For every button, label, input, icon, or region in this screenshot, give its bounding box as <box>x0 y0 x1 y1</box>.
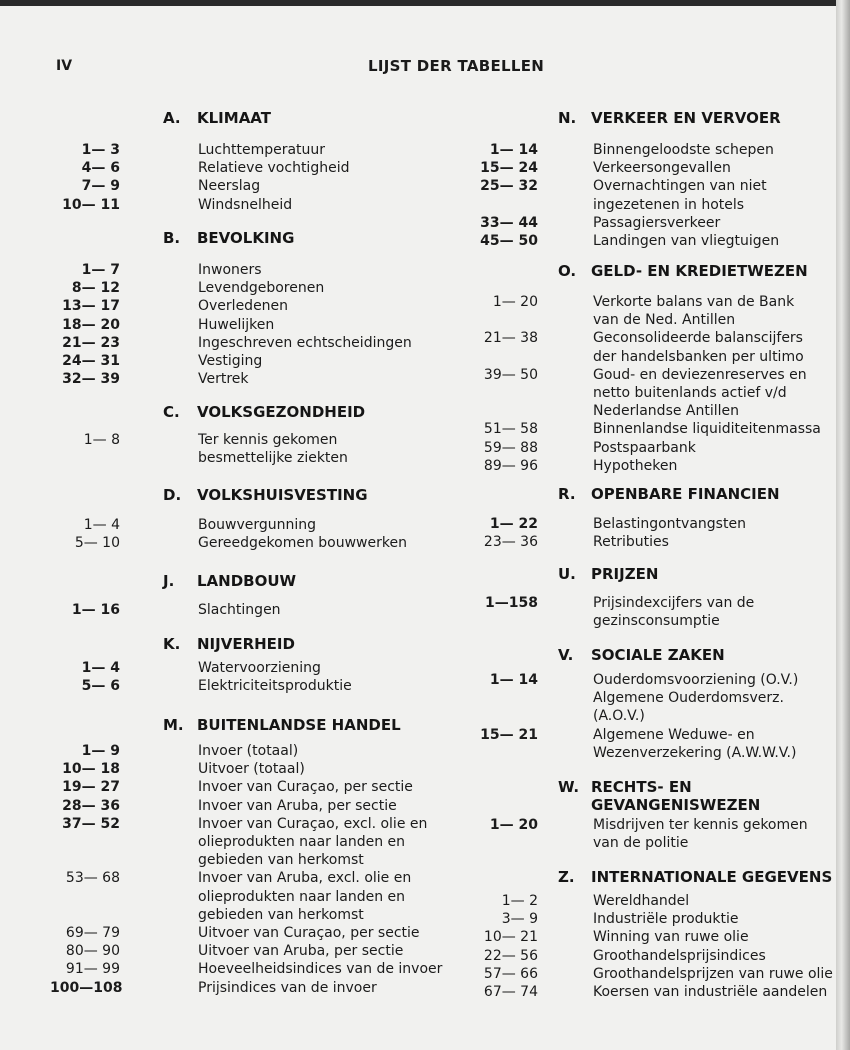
table-title: Bouwvergunning <box>198 517 317 533</box>
table-row <box>470 816 836 852</box>
table-title: Huwelijken <box>198 316 275 333</box>
section-heading <box>50 109 450 131</box>
table-range: 13— 17 <box>62 298 120 315</box>
section-heading <box>50 403 450 425</box>
section-title: LANDBOUW <box>197 572 297 590</box>
table-range: 7— 9 <box>81 178 120 195</box>
table-range: 80— 90 <box>65 943 120 960</box>
document-page <box>0 6 836 1050</box>
page-title: LIJST DER TABELLEN <box>368 57 545 75</box>
table-range: 67— 74 <box>483 984 538 1001</box>
table-title: Vertrek <box>198 371 249 388</box>
section-title: VERKEER EN VERVOER <box>591 109 781 127</box>
table-range: 1— 2 <box>501 893 538 909</box>
section-title: VOLKSHUISVESTING <box>197 486 368 504</box>
table-range: 37— 52 <box>62 815 120 832</box>
table-row <box>470 928 836 946</box>
section-letter: B. <box>163 229 181 247</box>
table-row <box>470 594 836 630</box>
section-heading <box>470 565 836 587</box>
table-title: Prijsindexcijfers van de gezinsconsumptie <box>593 595 755 630</box>
section-m <box>50 716 450 997</box>
section-r <box>470 485 836 551</box>
table-range: 53— 68 <box>65 870 120 887</box>
table-range: 21— 23 <box>62 334 120 351</box>
table-row <box>50 516 450 534</box>
table-title: Goud- en deviezenreserves en netto buitenlands actief v/d Nederlandse Antillen <box>593 366 807 420</box>
section-u <box>470 565 836 630</box>
table-title: Retributies <box>593 534 669 551</box>
section-title: BUITENLANDSE HANDEL <box>197 716 401 734</box>
table-title: Koersen van industriële aandelen <box>593 984 828 1001</box>
table-row <box>50 279 450 297</box>
table-row <box>470 671 836 726</box>
section-b <box>50 229 450 388</box>
table-row <box>50 352 450 370</box>
table-title: Invoer van Aruba, per sectie <box>198 797 397 814</box>
table-row <box>50 334 450 352</box>
section-title: OPENBARE FINANCIEN <box>591 485 780 503</box>
table-row <box>50 869 450 924</box>
section-title: BEVOLKING <box>197 229 295 247</box>
table-row <box>50 979 450 997</box>
table-range: 89— 96 <box>483 457 538 474</box>
section-v <box>470 646 836 762</box>
table-title: Vestiging <box>198 353 263 370</box>
table-row <box>470 726 836 762</box>
table-row <box>50 677 450 695</box>
section-heading <box>470 485 836 507</box>
table-title: Gereedgekomen bouwwerken <box>198 535 407 552</box>
table-range: 91— 99 <box>65 961 120 978</box>
page-number: IV <box>56 58 73 74</box>
table-range: 69— 79 <box>65 925 120 942</box>
table-range: 10— 21 <box>483 929 538 946</box>
section-title: KLIMAAT <box>197 109 271 127</box>
table-title: Groothandelsprijsindices <box>593 947 766 964</box>
table-title: Hypotheken <box>593 457 678 474</box>
table-range: 19— 27 <box>62 779 120 796</box>
section-heading <box>50 229 450 251</box>
table-title: Invoer van Curaçao, excl. olie en olieprodukten naar landen en gebieden van herkomst <box>198 815 428 869</box>
table-range: 100—108 <box>50 979 123 996</box>
table-row <box>470 983 836 1001</box>
table-row <box>50 141 450 159</box>
table-row <box>50 659 450 677</box>
section-j <box>50 572 450 619</box>
table-range: 1— 8 <box>83 432 120 448</box>
table-range: 5— 10 <box>74 535 120 552</box>
table-row <box>50 196 450 214</box>
section-title: GELD- EN KREDIETWEZEN <box>591 262 808 280</box>
table-range: 25— 32 <box>480 178 538 195</box>
table-range: 1— 20 <box>492 294 538 310</box>
section-heading <box>470 868 836 890</box>
section-letter: O. <box>558 262 577 280</box>
section-letter: D. <box>163 486 182 504</box>
table-row <box>50 815 450 870</box>
table-range: 1— 7 <box>81 262 120 278</box>
table-row <box>50 534 450 552</box>
section-letter: N. <box>558 109 577 127</box>
section-title: VOLKSGEZONDHEID <box>197 403 366 421</box>
table-title: Algemene Weduwe- en Wezenverzekering (A.W.W.V.) <box>593 726 797 761</box>
table-range: 4— 6 <box>81 160 120 177</box>
table-range: 21— 38 <box>483 330 538 347</box>
section-c <box>50 403 450 467</box>
section-letter: J. <box>163 572 175 590</box>
table-title: Industriële produktie <box>593 911 739 928</box>
section-title: RECHTS- EN GEVANGENISWEZEN <box>591 778 761 814</box>
section-letter: C. <box>163 403 180 421</box>
table-row <box>470 141 836 159</box>
section-heading <box>50 716 450 738</box>
table-row <box>470 533 836 551</box>
table-row <box>50 261 450 279</box>
section-letter: U. <box>558 565 576 583</box>
table-range: 15— 21 <box>480 726 538 743</box>
table-title: Passagiersverkeer <box>593 214 721 231</box>
table-title: Ingeschreven echtscheidingen <box>198 334 412 351</box>
table-title: Overledenen <box>198 298 289 315</box>
table-title: Ter kennis gekomen <box>198 432 338 448</box>
table-row <box>470 232 836 250</box>
table-title: Uitvoer (totaal) <box>198 761 305 778</box>
section-a <box>50 109 450 214</box>
section-heading <box>470 262 836 284</box>
section-w <box>470 778 836 852</box>
section-letter: A. <box>163 109 181 127</box>
table-row <box>50 601 450 619</box>
table-title: Watervoorziening <box>198 660 321 676</box>
table-row <box>50 760 450 778</box>
section-letter: K. <box>163 635 181 653</box>
section-heading <box>50 635 450 657</box>
table-range: 15— 24 <box>480 160 538 177</box>
table-range: 1— 14 <box>489 142 538 158</box>
section-z <box>470 868 836 1001</box>
table-row <box>50 924 450 942</box>
table-title: Landingen van vliegtuigen <box>593 233 780 250</box>
table-range: 10— 18 <box>62 761 120 778</box>
table-row <box>50 431 450 449</box>
section-heading <box>470 646 836 668</box>
table-row <box>470 515 836 533</box>
table-title: Invoer van Curaçao, per sectie <box>198 779 413 796</box>
section-title: NIJVERHEID <box>197 635 295 653</box>
table-title: Misdrijven ter kennis gekomen van de politie <box>593 817 808 852</box>
table-range: 23— 36 <box>483 534 538 551</box>
table-row <box>50 960 450 978</box>
section-heading <box>50 486 450 508</box>
table-title: Postspaarbank <box>593 439 696 456</box>
table-row <box>50 778 450 796</box>
table-title: Hoeveelheidsindices van de invoer <box>198 961 443 978</box>
table-row <box>470 420 836 438</box>
table-row <box>50 742 450 760</box>
table-row <box>50 159 450 177</box>
section-title: INTERNATIONALE GEGEVENS <box>591 868 833 886</box>
table-title: Neerslag <box>198 178 261 195</box>
table-row <box>470 892 836 910</box>
section-k <box>50 635 450 695</box>
table-range: 59— 88 <box>483 439 538 456</box>
table-row <box>470 293 836 329</box>
table-row <box>50 177 450 195</box>
table-row <box>470 366 836 421</box>
table-title: Uitvoer van Curaçao, per sectie <box>198 925 420 942</box>
table-row <box>50 449 450 467</box>
table-row <box>470 910 836 928</box>
table-range: 1— 3 <box>81 142 120 158</box>
section-letter: R. <box>558 485 576 503</box>
table-range: 18— 20 <box>62 316 120 333</box>
table-title: Ouderdomsvoorziening (O.V.) Algemene Ouderdomsverz. (A.O.V.) <box>593 672 799 725</box>
table-range: 1—158 <box>485 595 538 611</box>
table-title: besmettelijke ziekten <box>198 450 348 467</box>
table-title: Binnenlandse liquiditeitenmassa <box>593 421 821 438</box>
table-range: 5— 6 <box>81 678 120 695</box>
table-title: Prijsindices van de invoer <box>198 979 377 996</box>
page-edge <box>836 0 850 1050</box>
table-range: 22— 56 <box>483 947 538 964</box>
table-title: Wereldhandel <box>593 893 690 909</box>
table-row <box>470 457 836 475</box>
table-row <box>50 316 450 334</box>
table-title: Geconsolideerde balanscijfers der handelsbanken per ultimo <box>593 330 804 365</box>
table-title: Luchttemperatuur <box>198 142 326 158</box>
section-title: PRIJZEN <box>591 565 659 583</box>
table-title: Levendgeborenen <box>198 280 325 297</box>
table-row <box>50 797 450 815</box>
table-row <box>50 370 450 388</box>
table-range: 28— 36 <box>62 797 120 814</box>
table-row <box>50 942 450 960</box>
section-letter: Z. <box>558 868 575 886</box>
table-range: 1— 22 <box>489 516 538 532</box>
section-heading <box>470 778 836 816</box>
table-title: Overnachtingen van niet ingezetenen in hotels <box>593 178 767 213</box>
table-range: 1— 4 <box>83 517 120 533</box>
table-row <box>470 439 836 457</box>
table-row <box>50 297 450 315</box>
table-row <box>470 177 836 213</box>
table-range: 39— 50 <box>483 366 538 383</box>
section-o <box>470 262 836 475</box>
table-row <box>470 329 836 365</box>
table-row <box>470 965 836 983</box>
table-range: 57— 66 <box>483 965 538 982</box>
table-range: 51— 58 <box>483 421 538 438</box>
table-title: Verkeersongevallen <box>593 160 731 177</box>
section-letter: M. <box>163 716 184 734</box>
table-title: Winning van ruwe olie <box>593 929 749 946</box>
table-title: Relatieve vochtigheid <box>198 160 350 177</box>
table-row <box>470 214 836 232</box>
table-title: Windsnelheid <box>198 196 293 213</box>
table-range: 33— 44 <box>480 214 538 231</box>
table-row <box>470 159 836 177</box>
section-heading <box>470 109 836 131</box>
table-title: Invoer (totaal) <box>198 743 299 759</box>
section-heading <box>50 572 450 594</box>
section-letter: W. <box>558 778 580 796</box>
section-n <box>470 109 836 250</box>
table-range: 45— 50 <box>480 233 538 250</box>
table-row <box>470 947 836 965</box>
table-title: Groothandelsprijzen van ruwe olie <box>593 965 833 982</box>
table-title: Slachtingen <box>198 602 281 618</box>
section-title: SOCIALE ZAKEN <box>591 646 725 664</box>
table-range: 10— 11 <box>62 196 120 213</box>
table-range: 1— 4 <box>81 660 120 676</box>
table-range: 24— 31 <box>62 353 120 370</box>
table-range: 1— 9 <box>81 743 120 759</box>
table-title: Invoer van Aruba, excl. olie en olieprodukten naar landen en gebieden van herkomst <box>198 870 412 923</box>
table-range: 1— 14 <box>489 672 538 688</box>
table-range: 1— 20 <box>489 817 538 833</box>
section-letter: V. <box>558 646 574 664</box>
table-title: Binnengeloodste schepen <box>593 142 774 158</box>
table-range: 32— 39 <box>62 371 120 388</box>
table-title: Verkorte balans van de Bank van de Ned. Antillen <box>593 294 795 329</box>
table-title: Belastingontvangsten <box>593 516 746 532</box>
table-title: Uitvoer van Aruba, per sectie <box>198 943 404 960</box>
table-range: 1— 16 <box>71 602 120 618</box>
section-d <box>50 486 450 552</box>
table-title: Inwoners <box>198 262 262 278</box>
table-range: 3— 9 <box>501 911 538 928</box>
table-range: 8— 12 <box>71 280 120 297</box>
table-title: Elektriciteitsproduktie <box>198 678 352 695</box>
